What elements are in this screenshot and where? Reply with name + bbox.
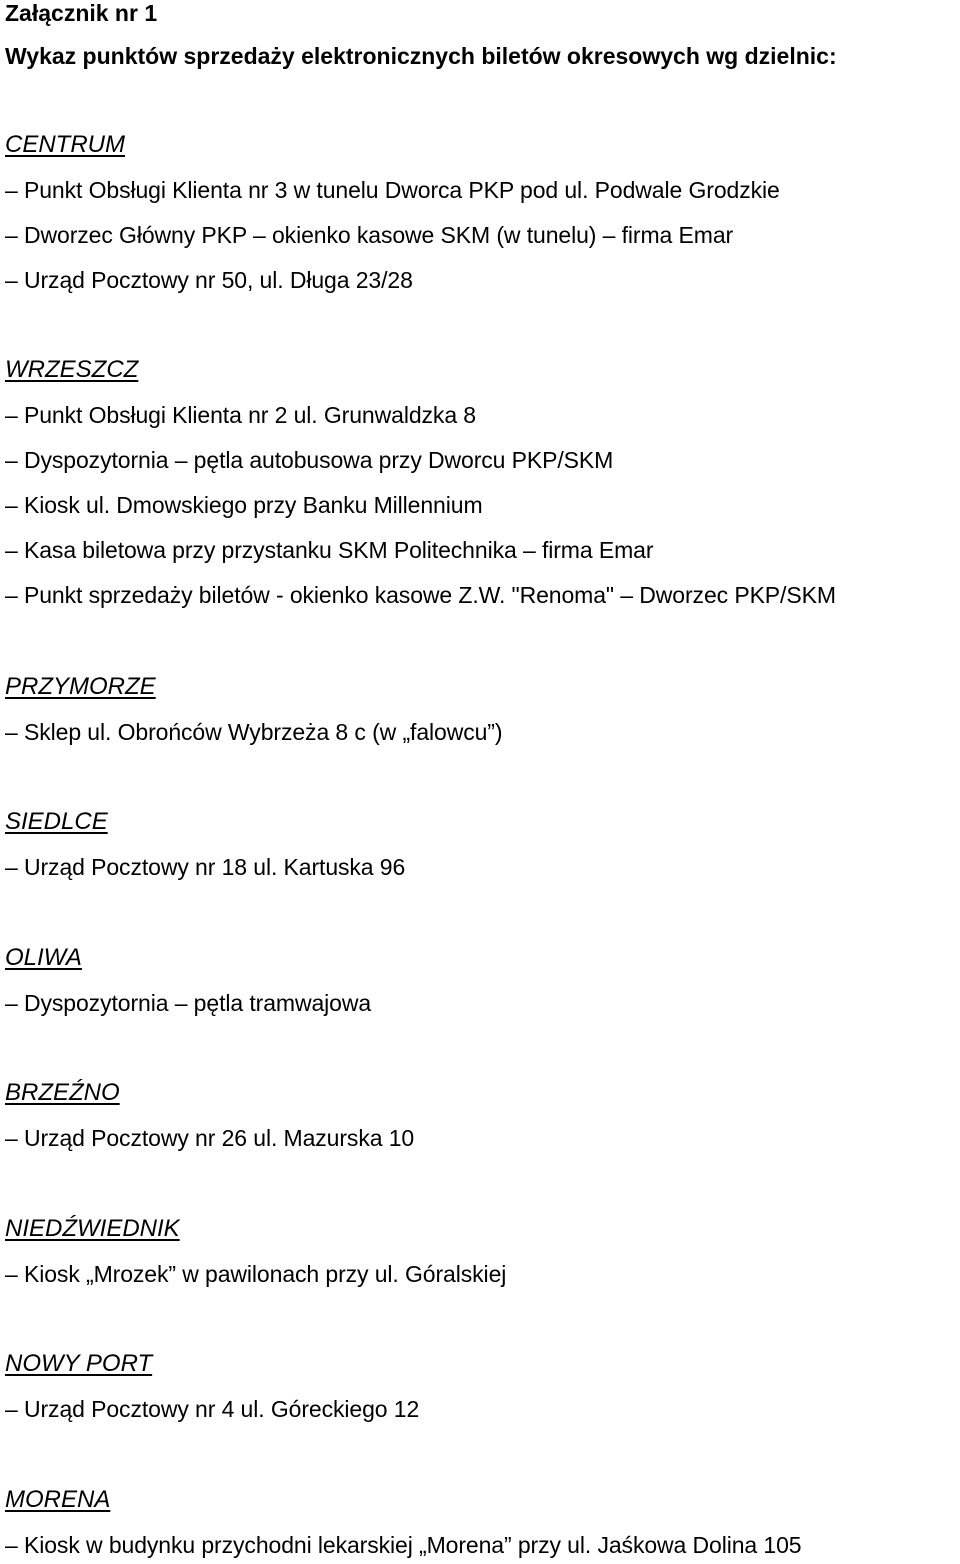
district-heading: NIEDŹWIEDNIK <box>5 1215 180 1242</box>
district-heading: MORENA <box>5 1486 111 1513</box>
district-section-niedzwiednik <box>5 1215 960 1288</box>
sales-point: – Punkt sprzedaży biletów - okienko kasowe Z.W. "Renoma" – Dworzec PKP/SKM <box>5 582 836 608</box>
sales-point: – Dyspozytornia – pętla autobusowa przy Dworcu PKP/SKM <box>5 447 614 473</box>
district-heading: OLIWA <box>5 944 82 971</box>
district-section-przymorze <box>5 673 960 746</box>
district-heading: BRZEŹNO <box>5 1079 120 1106</box>
sales-point: – Urząd Pocztowy nr 4 ul. Góreckiego 12 <box>5 1396 420 1422</box>
district-heading: SIEDLCE <box>5 808 108 835</box>
annex-label: Załącznik nr 1 <box>5 0 158 26</box>
district-section-siedlce <box>5 808 960 881</box>
district-section-brzezno <box>5 1079 960 1152</box>
sales-point: – Urząd Pocztowy nr 50, ul. Długa 23/28 <box>5 267 413 293</box>
district-section-oliwa <box>5 944 960 1017</box>
sales-point: – Urząd Pocztowy nr 18 ul. Kartuska 96 <box>5 854 406 880</box>
sales-point: – Punkt Obsługi Klienta nr 2 ul. Grunwaldzka 8 <box>5 402 476 428</box>
document-title: Wykaz punktów sprzedaży elektronicznych biletów okresowych wg dzielnic: <box>5 43 837 69</box>
sales-point: – Dyspozytornia – pętla tramwajowa <box>5 990 372 1016</box>
district-section-centrum <box>5 131 960 294</box>
district-heading: PRZYMORZE <box>5 673 156 700</box>
district-section-wrzeszcz <box>5 356 960 609</box>
district-heading: CENTRUM <box>5 131 125 158</box>
sales-point: – Punkt Obsługi Klienta nr 3 w tunelu Dworca PKP pod ul. Podwale Grodzkie <box>5 177 780 203</box>
sales-point: – Sklep ul. Obrońców Wybrzeża 8 c (w „falowcu”) <box>5 719 503 745</box>
district-heading: WRZESZCZ <box>5 356 139 383</box>
sales-point: – Kiosk ul. Dmowskiego przy Banku Millennium <box>5 492 483 518</box>
sales-point: – Kiosk w budynku przychodni lekarskiej „Morena” przy ul. Jaśkowa Dolina 105 <box>5 1532 802 1558</box>
district-heading: NOWY PORT <box>5 1350 153 1377</box>
sales-point: – Kasa biletowa przy przystanku SKM Politechnika – firma Emar <box>5 537 654 563</box>
district-section-morena <box>5 1486 960 1559</box>
sales-point: – Kiosk „Mrozek” w pawilonach przy ul. Góralskiej <box>5 1261 507 1287</box>
district-section-nowy-port <box>5 1350 960 1423</box>
sales-point: – Urząd Pocztowy nr 26 ul. Mazurska 10 <box>5 1125 415 1151</box>
sales-point: – Dworzec Główny PKP – okienko kasowe SKM (w tunelu) – firma Emar <box>5 222 734 248</box>
